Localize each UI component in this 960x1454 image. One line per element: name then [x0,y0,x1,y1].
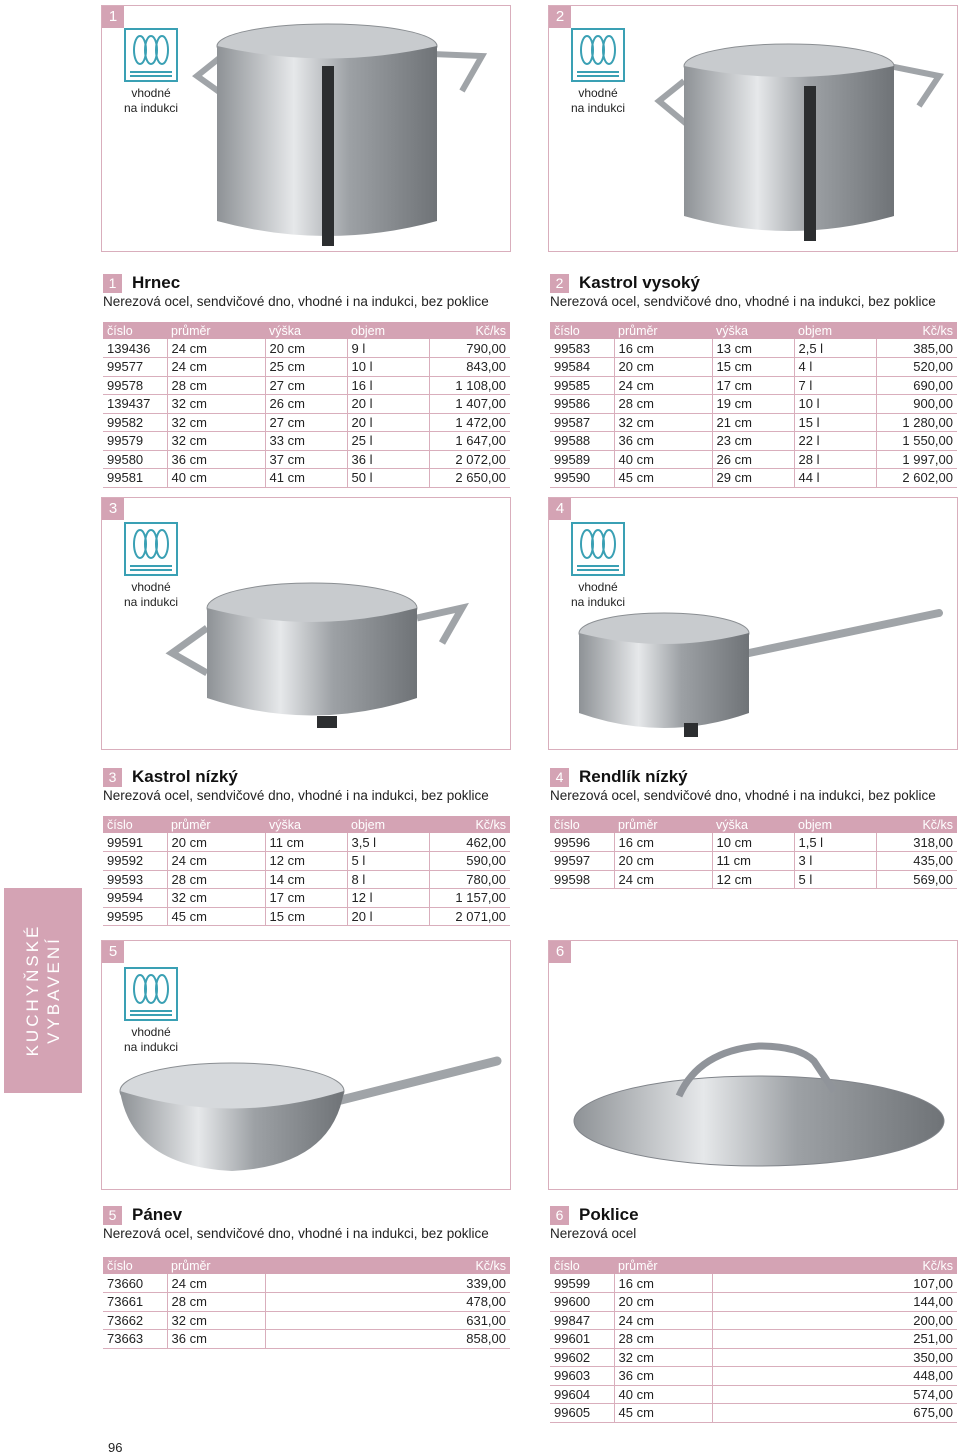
table-row [103,395,510,414]
table-cell: 28 cm [167,870,265,889]
product-number: 6 [550,1206,569,1225]
table-cell: 99598 [550,870,614,889]
table-cell: 25 cm [265,358,347,377]
table-cell: 24 cm [167,339,265,358]
table-cell: 37 cm [265,450,347,469]
table-cell: 32 cm [167,889,265,908]
product-number: 5 [103,1206,122,1225]
table-cell: 24 cm [614,376,712,395]
table-cell: 73662 [103,1311,167,1330]
col-cislo: číslo [103,322,167,339]
col-vyska: výška [265,816,347,833]
table-cell: 24 cm [167,358,265,377]
col-cena: Kč/ks [429,322,510,339]
col-prumer: průměr [167,322,265,339]
product-header-2 [550,273,936,309]
table-cell: 780,00 [429,870,510,889]
table-cell: 36 cm [614,1367,712,1386]
table-cell: 16 cm [614,833,712,852]
table-cell: 32 cm [167,413,265,432]
spec-table-3 [103,816,510,926]
table-cell: 3 l [794,852,876,871]
frying-pan-image [112,1056,502,1181]
table-cell: 2,5 l [794,339,876,358]
table-cell: 28 cm [167,376,265,395]
col-vyska: výška [265,322,347,339]
table-cell: 25 l [347,432,429,451]
table-cell: 32 cm [167,1311,265,1330]
induction-badge [122,967,180,1055]
table-cell: 144,00 [712,1293,957,1312]
table-cell: 12 cm [712,870,794,889]
table-cell: 200,00 [712,1311,957,1330]
table-cell: 631,00 [265,1311,510,1330]
induction-text-2: na indukci [570,595,626,609]
table-row [103,358,510,377]
table-cell: 20 cm [614,358,712,377]
table-cell: 29 cm [712,469,794,488]
table-cell: 99847 [550,1311,614,1330]
product-title: Rendlík nízký [579,767,688,786]
table-cell: 99583 [550,339,614,358]
table-cell: 569,00 [876,870,957,889]
table-cell: 73660 [103,1274,167,1293]
table-cell: 2 071,00 [429,907,510,926]
table-cell: 251,00 [712,1330,957,1349]
page-number: 96 [108,1440,123,1454]
spec-table-4 [550,816,957,889]
table-cell: 448,00 [712,1367,957,1386]
table-cell: 99604 [550,1385,614,1404]
table-cell: 41 cm [265,469,347,488]
col-cislo: číslo [103,1257,167,1274]
table-cell: 11 cm [265,833,347,852]
induction-text-2: na indukci [570,101,626,115]
table-cell: 107,00 [712,1274,957,1293]
col-prumer: průměr [614,816,712,833]
table-cell: 10 l [794,395,876,414]
table-row [103,889,510,908]
table-cell: 73663 [103,1330,167,1349]
induction-text-1: vhodné [131,580,171,594]
table-cell: 318,00 [876,833,957,852]
tall-casserole-image [649,26,949,246]
table-cell: 28 cm [614,1330,712,1349]
induction-text-2: na indukci [123,595,179,609]
table-cell: 12 cm [265,852,347,871]
product-title: Kastrol vysoký [579,273,700,292]
table-cell: 3,5 l [347,833,429,852]
photo-box-2 [548,5,958,252]
photo-box-5 [101,940,511,1190]
table-row [103,413,510,432]
col-objem: objem [794,816,876,833]
product-subtitle: Nerezová ocel, sendvičové dno, vhodné i na indukci, bez poklice [550,788,936,803]
table-cell: 24 cm [167,1274,265,1293]
table-cell: 4 l [794,358,876,377]
table-cell: 26 cm [712,450,794,469]
table-row [550,1348,957,1367]
table-cell: 99594 [103,889,167,908]
table-cell: 99582 [103,413,167,432]
table-cell: 28 cm [167,1293,265,1312]
photo-box-6 [548,940,958,1190]
induction-text-2: na indukci [123,101,179,115]
col-cena: Kč/ks [876,816,957,833]
spec-table-1 [103,322,510,488]
table-cell: 99580 [103,450,167,469]
table-cell: 27 cm [265,413,347,432]
table-cell: 99588 [550,432,614,451]
table-row [550,870,957,889]
table-row [103,376,510,395]
table-cell: 24 cm [614,1311,712,1330]
table-cell: 139436 [103,339,167,358]
stockpot-image [192,16,492,248]
col-objem: objem [347,322,429,339]
table-cell: 36 cm [167,450,265,469]
table-cell: 11 cm [712,852,794,871]
photo-number: 2 [549,6,571,28]
table-cell: 690,00 [876,376,957,395]
col-cena: Kč/ks [265,1257,510,1274]
table-cell: 15 cm [265,907,347,926]
induction-coil-icon [571,522,625,576]
table-cell: 385,00 [876,339,957,358]
table-cell: 20 cm [265,339,347,358]
table-cell: 435,00 [876,852,957,871]
col-vyska: výška [712,816,794,833]
table-cell: 2 072,00 [429,450,510,469]
table-cell: 32 cm [614,413,712,432]
col-vyska: výška [712,322,794,339]
table-cell: 139437 [103,395,167,414]
photo-number: 5 [102,941,124,963]
induction-coil-icon [571,28,625,82]
table-cell: 790,00 [429,339,510,358]
table-cell: 1 550,00 [876,432,957,451]
table-cell: 36 l [347,450,429,469]
table-cell: 45 cm [167,907,265,926]
col-cislo: číslo [103,816,167,833]
table-cell: 15 cm [712,358,794,377]
table-cell: 99597 [550,852,614,871]
table-row [103,907,510,926]
table-cell: 20 l [347,907,429,926]
table-cell: 28 cm [614,395,712,414]
table-cell: 24 cm [167,852,265,871]
table-cell: 99595 [103,907,167,926]
table-cell: 99603 [550,1367,614,1386]
lid-image [569,1036,949,1176]
table-row [550,1404,957,1423]
table-cell: 1,5 l [794,833,876,852]
table-cell: 1 280,00 [876,413,957,432]
table-cell: 44 l [794,469,876,488]
table-cell: 36 cm [167,1330,265,1349]
table-cell: 1 997,00 [876,450,957,469]
table-cell: 99592 [103,852,167,871]
table-cell: 17 cm [265,889,347,908]
table-cell: 99600 [550,1293,614,1312]
product-header-4 [550,767,936,803]
table-cell: 16 cm [614,1274,712,1293]
table-row [103,1330,510,1349]
table-cell: 858,00 [265,1330,510,1349]
table-cell: 99591 [103,833,167,852]
col-cislo: číslo [550,1257,614,1274]
table-cell: 99579 [103,432,167,451]
table-cell: 36 cm [614,432,712,451]
table-cell: 15 l [794,413,876,432]
table-row [550,339,957,358]
col-prumer: průměr [167,816,265,833]
col-cislo: číslo [550,816,614,833]
table-row [550,1330,957,1349]
table-row [550,1274,957,1293]
table-row [550,450,957,469]
table-row [550,1367,957,1386]
product-header-1 [103,273,489,309]
table-row [550,1311,957,1330]
table-cell: 26 cm [265,395,347,414]
table-cell: 99602 [550,1348,614,1367]
table-row [550,1385,957,1404]
table-cell: 1 108,00 [429,376,510,395]
photo-number: 1 [102,6,124,28]
table-cell: 1 472,00 [429,413,510,432]
table-cell: 19 cm [712,395,794,414]
table-cell: 7 l [794,376,876,395]
induction-text-1: vhodné [578,86,618,100]
table-cell: 5 l [347,852,429,871]
low-casserole-image [162,578,472,738]
product-number: 3 [103,768,122,787]
table-cell: 900,00 [876,395,957,414]
col-cena: Kč/ks [876,322,957,339]
product-title: Pánev [132,1205,183,1224]
table-cell: 28 l [794,450,876,469]
table-cell: 574,00 [712,1385,957,1404]
photo-box-3 [101,497,511,750]
table-row [550,432,957,451]
table-cell: 20 l [347,395,429,414]
table-cell: 16 cm [614,339,712,358]
product-header-3 [103,767,489,803]
table-row [103,833,510,852]
table-cell: 12 l [347,889,429,908]
table-row [103,870,510,889]
induction-text-1: vhodné [578,580,618,594]
table-cell: 99586 [550,395,614,414]
col-cena: Kč/ks [429,816,510,833]
spec-table-5 [103,1257,510,1349]
table-cell: 24 cm [614,870,712,889]
photo-number: 6 [549,941,571,963]
table-cell: 590,00 [429,852,510,871]
table-row [550,1293,957,1312]
table-row [103,852,510,871]
induction-badge [122,28,180,116]
table-cell: 45 cm [614,1404,712,1423]
category-side-tab [4,888,82,1093]
table-cell: 350,00 [712,1348,957,1367]
spec-table-6 [550,1257,957,1423]
product-subtitle: Nerezová ocel, sendvičové dno, vhodné i na indukci, bez poklice [103,788,489,803]
induction-badge [569,522,627,610]
col-prumer: průměr [614,322,712,339]
table-cell: 2 602,00 [876,469,957,488]
product-number: 2 [550,274,569,293]
table-row [103,339,510,358]
table-cell: 99605 [550,1404,614,1423]
product-header-6 [550,1205,639,1241]
table-cell: 99577 [103,358,167,377]
table-row [550,469,957,488]
table-cell: 2 650,00 [429,469,510,488]
table-cell: 99599 [550,1274,614,1293]
table-cell: 99593 [103,870,167,889]
product-subtitle: Nerezová ocel, sendvičové dno, vhodné i na indukci, bez poklice [550,294,936,309]
spec-table-2 [550,322,957,488]
table-cell: 99590 [550,469,614,488]
table-cell: 99585 [550,376,614,395]
induction-coil-icon [124,967,178,1021]
table-row [103,1274,510,1293]
product-title: Hrnec [132,273,181,292]
table-row [103,450,510,469]
table-cell: 9 l [347,339,429,358]
col-cena: Kč/ks [712,1257,957,1274]
table-cell: 5 l [794,870,876,889]
induction-badge [569,28,627,116]
table-cell: 99578 [103,376,167,395]
table-cell: 14 cm [265,870,347,889]
table-cell: 99584 [550,358,614,377]
side-tab-line-1: KUCHYŇSKÉ [23,923,42,1057]
table-cell: 99601 [550,1330,614,1349]
table-cell: 20 cm [614,852,712,871]
table-cell: 23 cm [712,432,794,451]
table-cell: 1 157,00 [429,889,510,908]
table-cell: 99596 [550,833,614,852]
table-cell: 99581 [103,469,167,488]
table-cell: 99589 [550,450,614,469]
table-cell: 99587 [550,413,614,432]
induction-text-1: vhodné [131,1025,171,1039]
table-row [103,1293,510,1312]
table-cell: 21 cm [712,413,794,432]
table-cell: 32 cm [614,1348,712,1367]
table-cell: 22 l [794,432,876,451]
table-cell: 50 l [347,469,429,488]
table-row [550,376,957,395]
table-cell: 16 l [347,376,429,395]
product-title: Poklice [579,1205,639,1224]
table-cell: 20 l [347,413,429,432]
table-cell: 10 cm [712,833,794,852]
table-cell: 40 cm [614,450,712,469]
product-subtitle: Nerezová ocel, sendvičové dno, vhodné i na indukci, bez poklice [103,294,489,309]
table-row [103,469,510,488]
table-cell: 1 407,00 [429,395,510,414]
table-cell: 10 l [347,358,429,377]
table-cell: 462,00 [429,833,510,852]
table-row [550,833,957,852]
col-prumer: průměr [614,1257,712,1274]
product-number: 4 [550,768,569,787]
induction-text-2: na indukci [123,1040,179,1054]
induction-coil-icon [124,28,178,82]
table-row [550,413,957,432]
col-objem: objem [347,816,429,833]
photo-number: 4 [549,498,571,520]
table-cell: 1 647,00 [429,432,510,451]
table-cell: 20 cm [614,1293,712,1312]
side-tab-line-2: VYBAVENÍ [44,936,63,1044]
product-number: 1 [103,274,122,293]
table-cell: 33 cm [265,432,347,451]
table-cell: 17 cm [712,376,794,395]
photo-box-1 [101,5,511,252]
table-cell: 20 cm [167,833,265,852]
photo-box-4 [548,497,958,750]
col-prumer: průměr [167,1257,265,1274]
col-cislo: číslo [550,322,614,339]
table-cell: 32 cm [167,395,265,414]
table-row [550,852,957,871]
table-cell: 520,00 [876,358,957,377]
table-row [103,432,510,451]
table-cell: 8 l [347,870,429,889]
table-cell: 843,00 [429,358,510,377]
table-cell: 13 cm [712,339,794,358]
table-cell: 675,00 [712,1404,957,1423]
product-header-5 [103,1205,489,1241]
induction-text-1: vhodné [131,86,171,100]
table-row [550,358,957,377]
table-cell: 40 cm [614,1385,712,1404]
product-subtitle: Nerezová ocel, sendvičové dno, vhodné i na indukci, bez poklice [103,1226,489,1241]
saucepan-image [564,608,949,743]
product-title: Kastrol nízký [132,767,238,786]
col-objem: objem [794,322,876,339]
table-cell: 339,00 [265,1274,510,1293]
table-cell: 27 cm [265,376,347,395]
induction-coil-icon [124,522,178,576]
table-row [103,1311,510,1330]
table-row [550,395,957,414]
product-subtitle: Nerezová ocel [550,1226,637,1241]
table-cell: 40 cm [167,469,265,488]
table-cell: 478,00 [265,1293,510,1312]
photo-number: 3 [102,498,124,520]
table-cell: 45 cm [614,469,712,488]
table-cell: 73661 [103,1293,167,1312]
table-cell: 32 cm [167,432,265,451]
